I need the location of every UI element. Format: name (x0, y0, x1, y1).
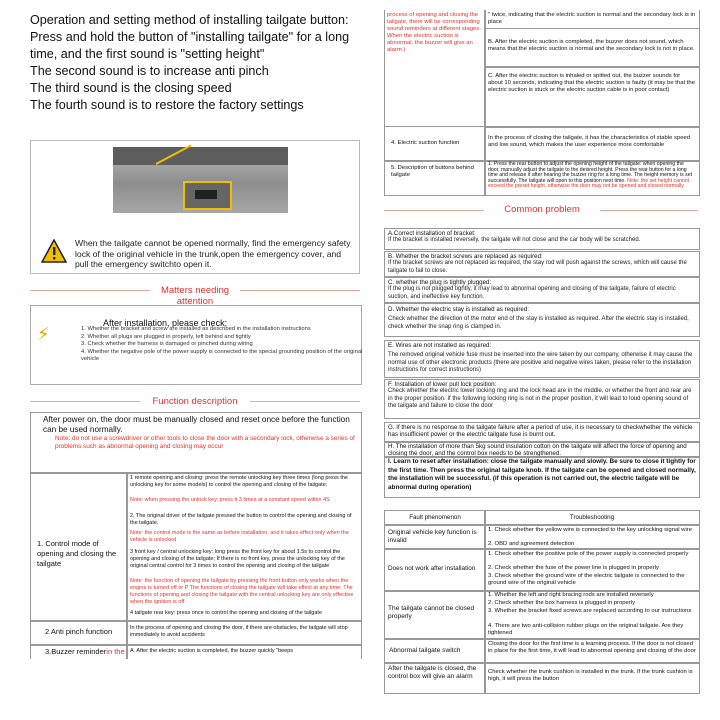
fault-text: The tailgate cannot be closed properly (388, 605, 475, 620)
control-mode-detail-cell (126, 472, 362, 622)
power-on-note: Note: do not use a screwdriver or other tools to close the door with a secondary lock, otherwise a series of problems such as abnormal opening and closing may occur (55, 435, 355, 451)
buzzer-label-cell (30, 644, 128, 659)
buzz-a-cell (484, 10, 700, 29)
tailgate-trim (113, 147, 288, 165)
divider (30, 401, 140, 402)
control-c2: 2. The original driver of the tailgate pressed the button to control the opening and closing of the tailgate. (130, 513, 352, 526)
divider (600, 210, 698, 211)
checklist-item: 1. Whether the bracket and screw are installed as described in the installation instructions (81, 326, 311, 332)
anti-pinch-label-cell (30, 620, 128, 646)
problem-g (384, 422, 700, 442)
fault-cell (384, 638, 486, 664)
divider (250, 401, 360, 402)
checklist-item: 3. Check whether the harness is damaged or pinched during wiring (81, 341, 253, 348)
anti-pinch-text: In the process of opening and closing the door, if there are obstacles, the tailgate will stop immediately to avoid accidents (130, 625, 348, 638)
troubleshoot-step: 1. Check whether the positive pole of the power supply is connected properly (488, 551, 689, 557)
troubleshoot-cell (484, 524, 700, 550)
problem-heading: A.Correct installation of bracket: (388, 230, 476, 237)
header-line-1: Press and hold the button of "installing tailgate" for a long (30, 30, 350, 44)
problem-body: Check whether the direction of the motor end of the stay is installed as required. After the electric stay is installed, check whether the snap ring is clamped in. (388, 316, 689, 330)
suction-detail-cell (484, 126, 700, 162)
checklist (67, 326, 371, 364)
problem-body: The removed original vehicle fuse must be inserted into the wire taken by our company, otherwise it may cause the normal use of other electronic products (there are positive and negative wires taken, please refer to the installation instructions for correct instructions) (388, 352, 693, 373)
matters-heading: Matters needing attention (160, 285, 230, 307)
buzz-b-cell (484, 28, 700, 68)
buttons-text: 1. Press the rear button to adjust the opening height of the tailgate: when opening the door, manually adjust the tailgate to the desired height. Press the rear button for a long time and release it after hearing the buzzer ring for a long time. The height memory is set successfully. The tailgate will open to this position next time. (488, 161, 693, 184)
problem-heading: B. Whether the bracket screws are replaced as required: (388, 253, 543, 260)
checklist-item: 4. Whether the negative pole of the power supply is connected to the special grounding position of the original vehicle (81, 348, 363, 363)
buzz-b-text: B. After the electric suction is completed, the buzzer does not sound, which means that the electric suction is normal and the secondary lock is not in place. (488, 39, 695, 52)
fault-cell (384, 548, 486, 592)
fault-col-header: Fault phenomenon (409, 514, 461, 521)
control-mode-label-cell (30, 472, 128, 622)
function-heading: Function description (152, 396, 238, 407)
control-c1-note: Note: when pressing the unlock key, press it 3 times at a constant speed within 4S (130, 497, 330, 503)
tailgate-photo-panel (30, 140, 360, 274)
problem-d (384, 303, 700, 337)
buttons-label-cell (384, 160, 486, 196)
troubleshoot-cell (484, 548, 700, 592)
troubleshoot-step: 1. Whether the left and right bracing rods are installed reversely (488, 592, 654, 598)
lightning-icon: ⚡ (37, 324, 50, 344)
after-installation-title: After installation, please check: (103, 318, 228, 328)
learn-reset-text: I. Learn to reset after installation: close the tailgate manually and slowly. Be sure to close it tightly for the first time. Then press the original tailgate knob. If the tailgate can be opened and closed normally, the installation will be successful. (if this operation is not carried out, the electric tailgate will be abnormal during operation) (388, 458, 696, 491)
common-heading: Common problem (504, 204, 580, 215)
anti-pinch-label: 2 Anti pinch function (45, 627, 113, 636)
problem-f (384, 379, 700, 419)
troubleshoot-step: 2. OBD and agreement detection (488, 541, 575, 547)
control-c4: 4 tailgate rear key: press once to control the opening and closing of the tailgate (130, 610, 323, 616)
troubleshoot-cell (484, 590, 700, 640)
fault-text: Abnormal tailgate switch (389, 647, 461, 654)
problem-body: If the bracket screws are not replaced as required, the stay rod will push against the screws, which will cause the tailgate to fail to close. (388, 260, 687, 274)
problem-i (384, 456, 700, 498)
problem-heading: E. Wires are not installed as required: (388, 342, 492, 349)
troubleshoot-cell (484, 638, 700, 664)
control-c3-note: Note: the function of opening the tailgate by pressing the front button only works when the engine is turned off or P The functions of closing the tailgate will take effect at any time; The functions of opening and closing the tailgate with the central unlocking key are only effective when the ignition is off (130, 578, 354, 605)
button-highlight (183, 181, 232, 210)
divider (384, 210, 484, 211)
buttons-detail-cell (484, 160, 700, 196)
buzzer-label: 3.Buzzer reminder (45, 647, 107, 656)
problem-body: If the bracket is installed reversely, the tailgate will not close and the car body will be scratched. (388, 237, 641, 244)
divider (30, 290, 150, 291)
buzz-c-cell (484, 66, 700, 128)
power-on-text: After power on, the door must be manually closed and reset once before the function can be used normally. (43, 415, 350, 434)
control-mode-label: 1. Control mode of opening and closing the tailgate (37, 539, 117, 568)
problem-body: If the plug is not plugged tightly, it may lead to abnormal opening and closing of the tailgate, failure of electric suction, and ineffective key function. (388, 286, 676, 300)
suction-text: In the process of closing the tailgate, it has the characteristics of stable speed and low sound, which makes the user experience more comfortable (488, 135, 691, 148)
instructions-header (30, 12, 366, 114)
problem-heading: F. Installation of lower pull lock position: (388, 381, 497, 388)
buzzer-left-cell (384, 10, 486, 127)
problem-heading: D. Whether the electric stay is installed as required: (388, 306, 529, 313)
problem-b (384, 251, 700, 277)
fault-cell (384, 524, 486, 550)
troubleshoot-step: 3. Check whether the ground wire of the electric tailgate is connected to the ground wire of the original vehicle (488, 573, 685, 586)
troubleshooting-col-header: Troubleshooting (569, 514, 615, 521)
problem-a (384, 228, 700, 250)
checklist-item: 2. Whether all plugs are plugged in properly, left behind and tightly (81, 333, 251, 340)
troubleshoot-step: 1. Check whether the yellow wire is connected to the key unlocking signal wire (488, 527, 692, 533)
buttons-note: Note: the set height cannot exceed the preset height, otherwise the door may not be opened and closed normally (488, 177, 690, 190)
problem-body: Check whether the electric lower locking ring and the lock head are in the middle, or whether the front and rear are in the proper position. If the following locking ring is not in the proper position, it will lead to loud opening sound of the tailgate and failure to close the door (388, 388, 692, 409)
control-c1: 1 remote opening and closing: press the remote unlocking key three times (long press the unlocking key for some models) to control the opening and closing of the tailgate; (130, 475, 348, 488)
troubleshoot-step: 4. There are two anti-collision rubber plugs on the original tailgate. Are they tightened (488, 623, 684, 636)
problem-heading: C. whether the plug is tightly plugged: (388, 279, 492, 286)
fault-text: Original vehicle key function is invalid (388, 529, 477, 544)
power-on-box (30, 412, 362, 474)
buzz-c-text: C. After the electric suction is inhaled or spitted out, the buzzer sounds for about 10 seconds, indicating that the electric suction is faulty (it may be that the electric suction is stuck or the electric suction cable is in poor contact) (488, 73, 695, 93)
problem-c (384, 277, 700, 303)
header-line-3: The second sound is to increase anti pinch (30, 64, 269, 78)
buzz-a-text: " twice, indicating that the electric suction is normal and the secondary lock is in place (488, 12, 696, 25)
header-line-5: The fourth sound is to restore the factory settings (30, 98, 304, 112)
buttons-label: 5. Description of buttons behind tailgate (391, 165, 474, 178)
buzzer-left-red: process of opening and closing the tailgate, there will be corresponding sound reminders at different stages. When the electric suction is abnormal, the buzzer will give an alarm.) (387, 12, 481, 53)
troubleshoot-step: 2. Check whether the fuse of the power line is plugged in properly (488, 565, 659, 571)
problem-heading: H. The installation of more than 5kg sound insulation cotton on the tailgate will affect the force of opening and closing the door, and the control box needs to be strengthened. (388, 443, 687, 458)
fault-cell (384, 662, 486, 694)
anti-pinch-detail-cell (126, 620, 362, 646)
header-line-4: The third sound is the closing speed (30, 81, 232, 95)
control-c2-note: Note: the control mode is the same as before installation, and it takes effect only when the vehicle is unlocked (130, 530, 349, 543)
fault-cell (384, 590, 486, 640)
divider (240, 290, 360, 291)
warning-row (31, 237, 359, 271)
troubleshoot-step: Check whether the trunk cushion is installed in the trunk. If the trunk cushion is high, it will press the button (488, 669, 693, 682)
warning-text: When the tailgate cannot be opened normally, find the emergency safety lock of the original vehicle in the trunk,open the emergency cover, and pull the emergency switchto open it. (75, 238, 351, 269)
warning-triangle-icon (41, 239, 67, 263)
fault-text: Does not work after installation (388, 565, 476, 572)
header-title: Operation and setting method of installing tailgate button: (30, 13, 349, 27)
troubleshoot-step: 3. Whether the bracket fixed screws are replaced according to our instructions (488, 608, 692, 614)
troubleshoot-step: 2. Check whether the box harness is plugged in properly (488, 600, 636, 606)
buzzer-detail-cell (126, 644, 362, 659)
problem-e (384, 340, 700, 378)
buzzer-label-wrap (45, 647, 127, 657)
suction-label-cell (384, 126, 486, 162)
troubleshoot-step: Closing the door for the first time is a learning process. If the door is not closed in place for the first time, it will lead to abnormal opening and closing of the door (488, 641, 696, 654)
after-installation-box (30, 305, 362, 385)
troubleshoot-cell (484, 662, 700, 694)
suction-label: 4. Electric suction function (391, 140, 460, 146)
problem-heading: G. If there is no response to the tailgate failure after a period of use, it is necessary to checkwhether the vehicle has insufficient power or the electric tailgate fuse is burnt out. (388, 424, 693, 439)
fault-text: After the tailgate is closed, the control box will give an alarm (388, 665, 477, 680)
buzzer-label-red: in the (106, 647, 125, 656)
header-line-2: time, and the first sound is "setting height" (30, 47, 265, 61)
buzzer-text: A. After the electric suction is completed, the buzzer quickly "beeps (130, 648, 294, 654)
tailgate-button (195, 190, 217, 199)
control-c3: 3 front key / central unlocking key: long press the front key for about 1.5s to control the opening and closing of the tailgate; If there is no front key, press the unlocking key of the original central control for 3 times to control the opening and closing of the tailgate (130, 549, 345, 569)
